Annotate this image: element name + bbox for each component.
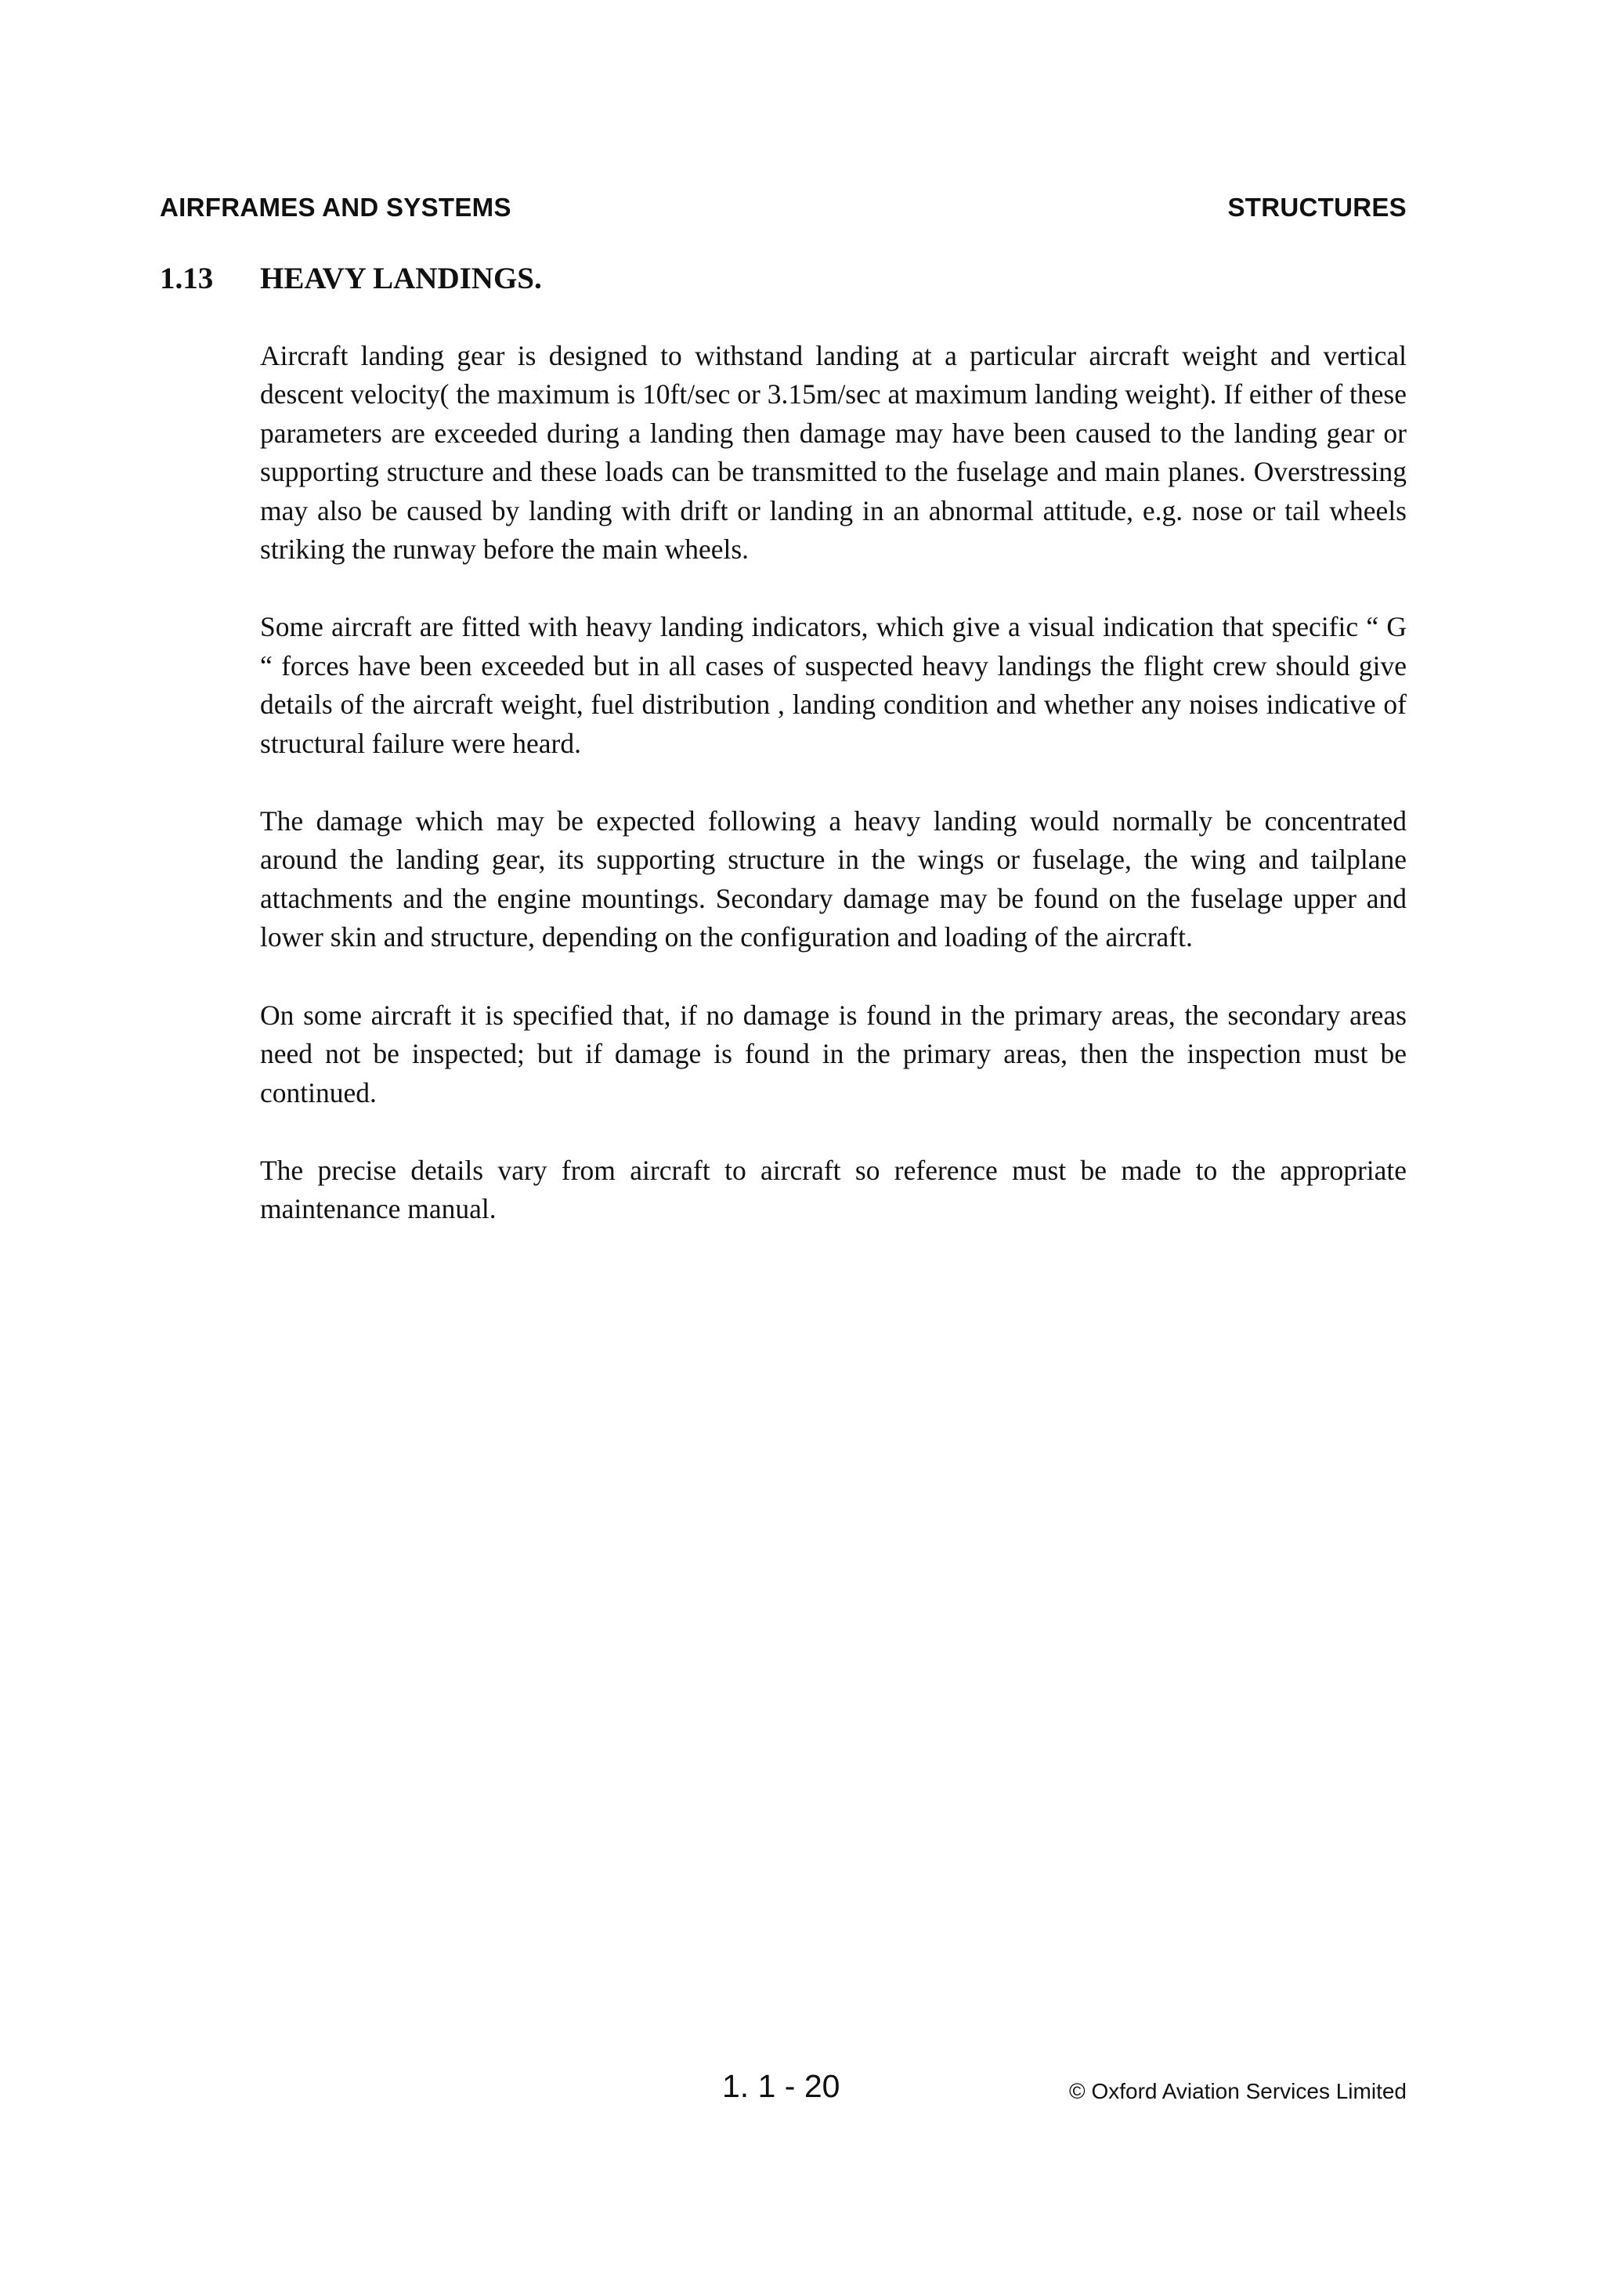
paragraph-inspection-areas: On some aircraft it is specified that, if no damage is found in the primary areas, the secondary areas need not be inspected; but if damage is found in the primary areas, then the inspection must be continued. [260,999,1407,1108]
page-number: 1. 1 - 20 [722,2068,840,2104]
section-number: 1.13 [160,262,214,295]
paragraph-maintenance-manual: The precise details vary from aircraft to aircraft so reference must be made to the appropriate maintenance manual. [260,1154,1407,1225]
body-text [260,337,1407,1268]
running-header [160,193,1407,232]
section-title: HEAVY LANDINGS. [260,262,542,295]
header-chapter-title: STRUCTURES [1227,193,1407,222]
page-footer [0,2068,1604,2115]
paragraph-heavy-landing-indicators: Some aircraft are fitted with heavy landing indicators, which give a visual indication that specific “ G “ forces have been exceeded but in all cases of suspected heavy landings the flight crew should give details of the aircraft weight, fuel distribution , landing condition and whether any noises indicative of structural failure were heard. [260,611,1407,759]
paragraph-landing-gear-design: Aircraft landing gear is designed to withstand landing at a particular aircraft weight and vertical descent velocity( the maximum is 10ft/sec or 3.15m/sec at maximum landing weight). If either of these parameters are exceeded during a landing then damage may have been caused to the landing gear or supporting structure and these loads can be transmitted to the fuselage and main planes. Overstressing may also be caused by landing with drift or landing in an abnormal attitude, e.g. nose or tail wheels striking the runway before the main wheels. [260,340,1407,566]
header-book-title: AIRFRAMES AND SYSTEMS [160,193,511,222]
copyright-notice: © Oxford Aviation Services Limited [1069,2079,1407,2103]
paragraph-expected-damage: The damage which may be expected following a heavy landing would normally be concentrated around the landing gear, its supporting structure in the wings or fuselage, the wing and tailplane attachments and the engine mountings. Secondary damage may be found on the fuselage upper and lower skin and structure, depending on the configuration and loading of the aircraft. [260,805,1407,953]
